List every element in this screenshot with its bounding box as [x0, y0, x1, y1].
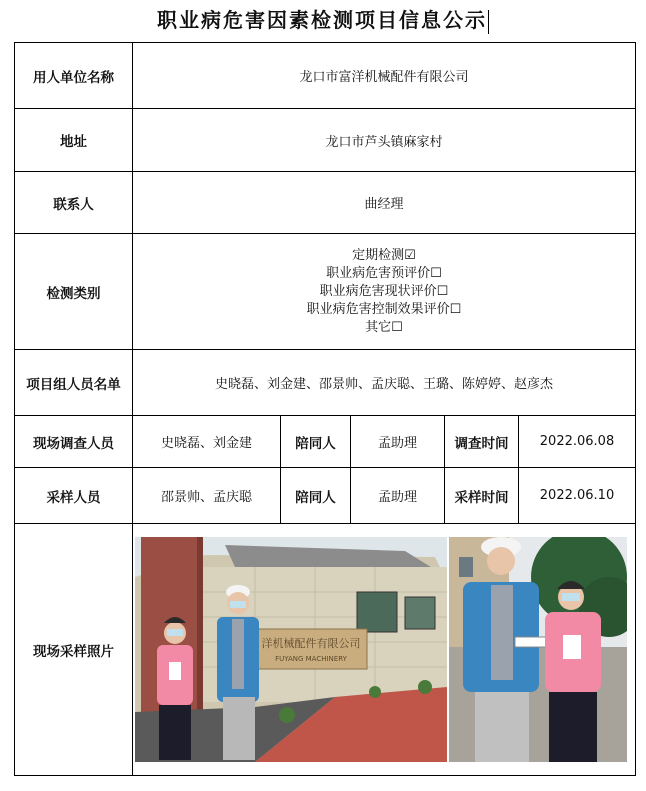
survey-accomp-value: 孟助理: [351, 416, 445, 468]
info-table: [14, 42, 636, 776]
sampling-value: 邵景帅、孟庆聪: [133, 468, 281, 524]
row-photos: [15, 524, 636, 776]
row-team: [15, 350, 636, 416]
employer-value: 龙口市富洋机械配件有限公司: [133, 43, 636, 109]
contact-value: 曲经理: [133, 172, 636, 234]
survey-label: 现场调查人员: [15, 416, 133, 468]
survey-value: 史晓磊、刘金建: [133, 416, 281, 468]
option-other: 其它☐: [365, 319, 403, 335]
sampling-accomp-value: 孟助理: [351, 468, 445, 524]
sign-subtext: FUYANG MACHINERY: [275, 655, 347, 663]
row-survey: [15, 416, 636, 468]
detection-type-options: [133, 234, 636, 350]
row-sampling: [15, 468, 636, 524]
photos-label: 现场采样照片: [15, 524, 133, 776]
row-contact: [15, 172, 636, 234]
team-value: 史晓磊、刘金建、邵景帅、孟庆聪、王璐、陈婷婷、赵彦杰: [133, 350, 636, 416]
row-detection-type: [15, 234, 636, 350]
site-photo-2: [449, 537, 627, 762]
contact-label: 联系人: [15, 172, 133, 234]
site-photo-1: [135, 537, 447, 762]
employer-label: 用人单位名称: [15, 43, 133, 109]
text-cursor: [488, 10, 489, 34]
option-periodic: 定期检测☑: [352, 247, 416, 263]
address-value: 龙口市芦头镇麻家村: [133, 109, 636, 172]
survey-accomp-label: 陪同人: [281, 416, 351, 468]
sampling-accomp-label: 陪同人: [281, 468, 351, 524]
address-label: 地址: [15, 109, 133, 172]
option-status-assessment: 职业病危害现状评价☐: [319, 283, 449, 299]
option-control-assessment: 职业病危害控制效果评价☐: [306, 301, 462, 317]
row-address: [15, 109, 636, 172]
detection-type-label: 检测类别: [15, 234, 133, 350]
option-pre-assessment: 职业病危害预评价☐: [326, 265, 442, 281]
survey-time-value: 2022.06.08: [519, 416, 636, 468]
sampling-label: 采样人员: [15, 468, 133, 524]
survey-time-label: 调查时间: [445, 416, 519, 468]
sampling-time-label: 采样时间: [445, 468, 519, 524]
team-label: 项目组人员名单: [15, 350, 133, 416]
sampling-time-value: 2022.06.10: [519, 468, 636, 524]
row-employer: [15, 43, 636, 109]
sign-text: 洋机械配件有限公司: [261, 637, 361, 650]
page-title: 职业病危害因素检测项目信息公示: [157, 8, 487, 32]
photos-cell: [133, 524, 636, 776]
